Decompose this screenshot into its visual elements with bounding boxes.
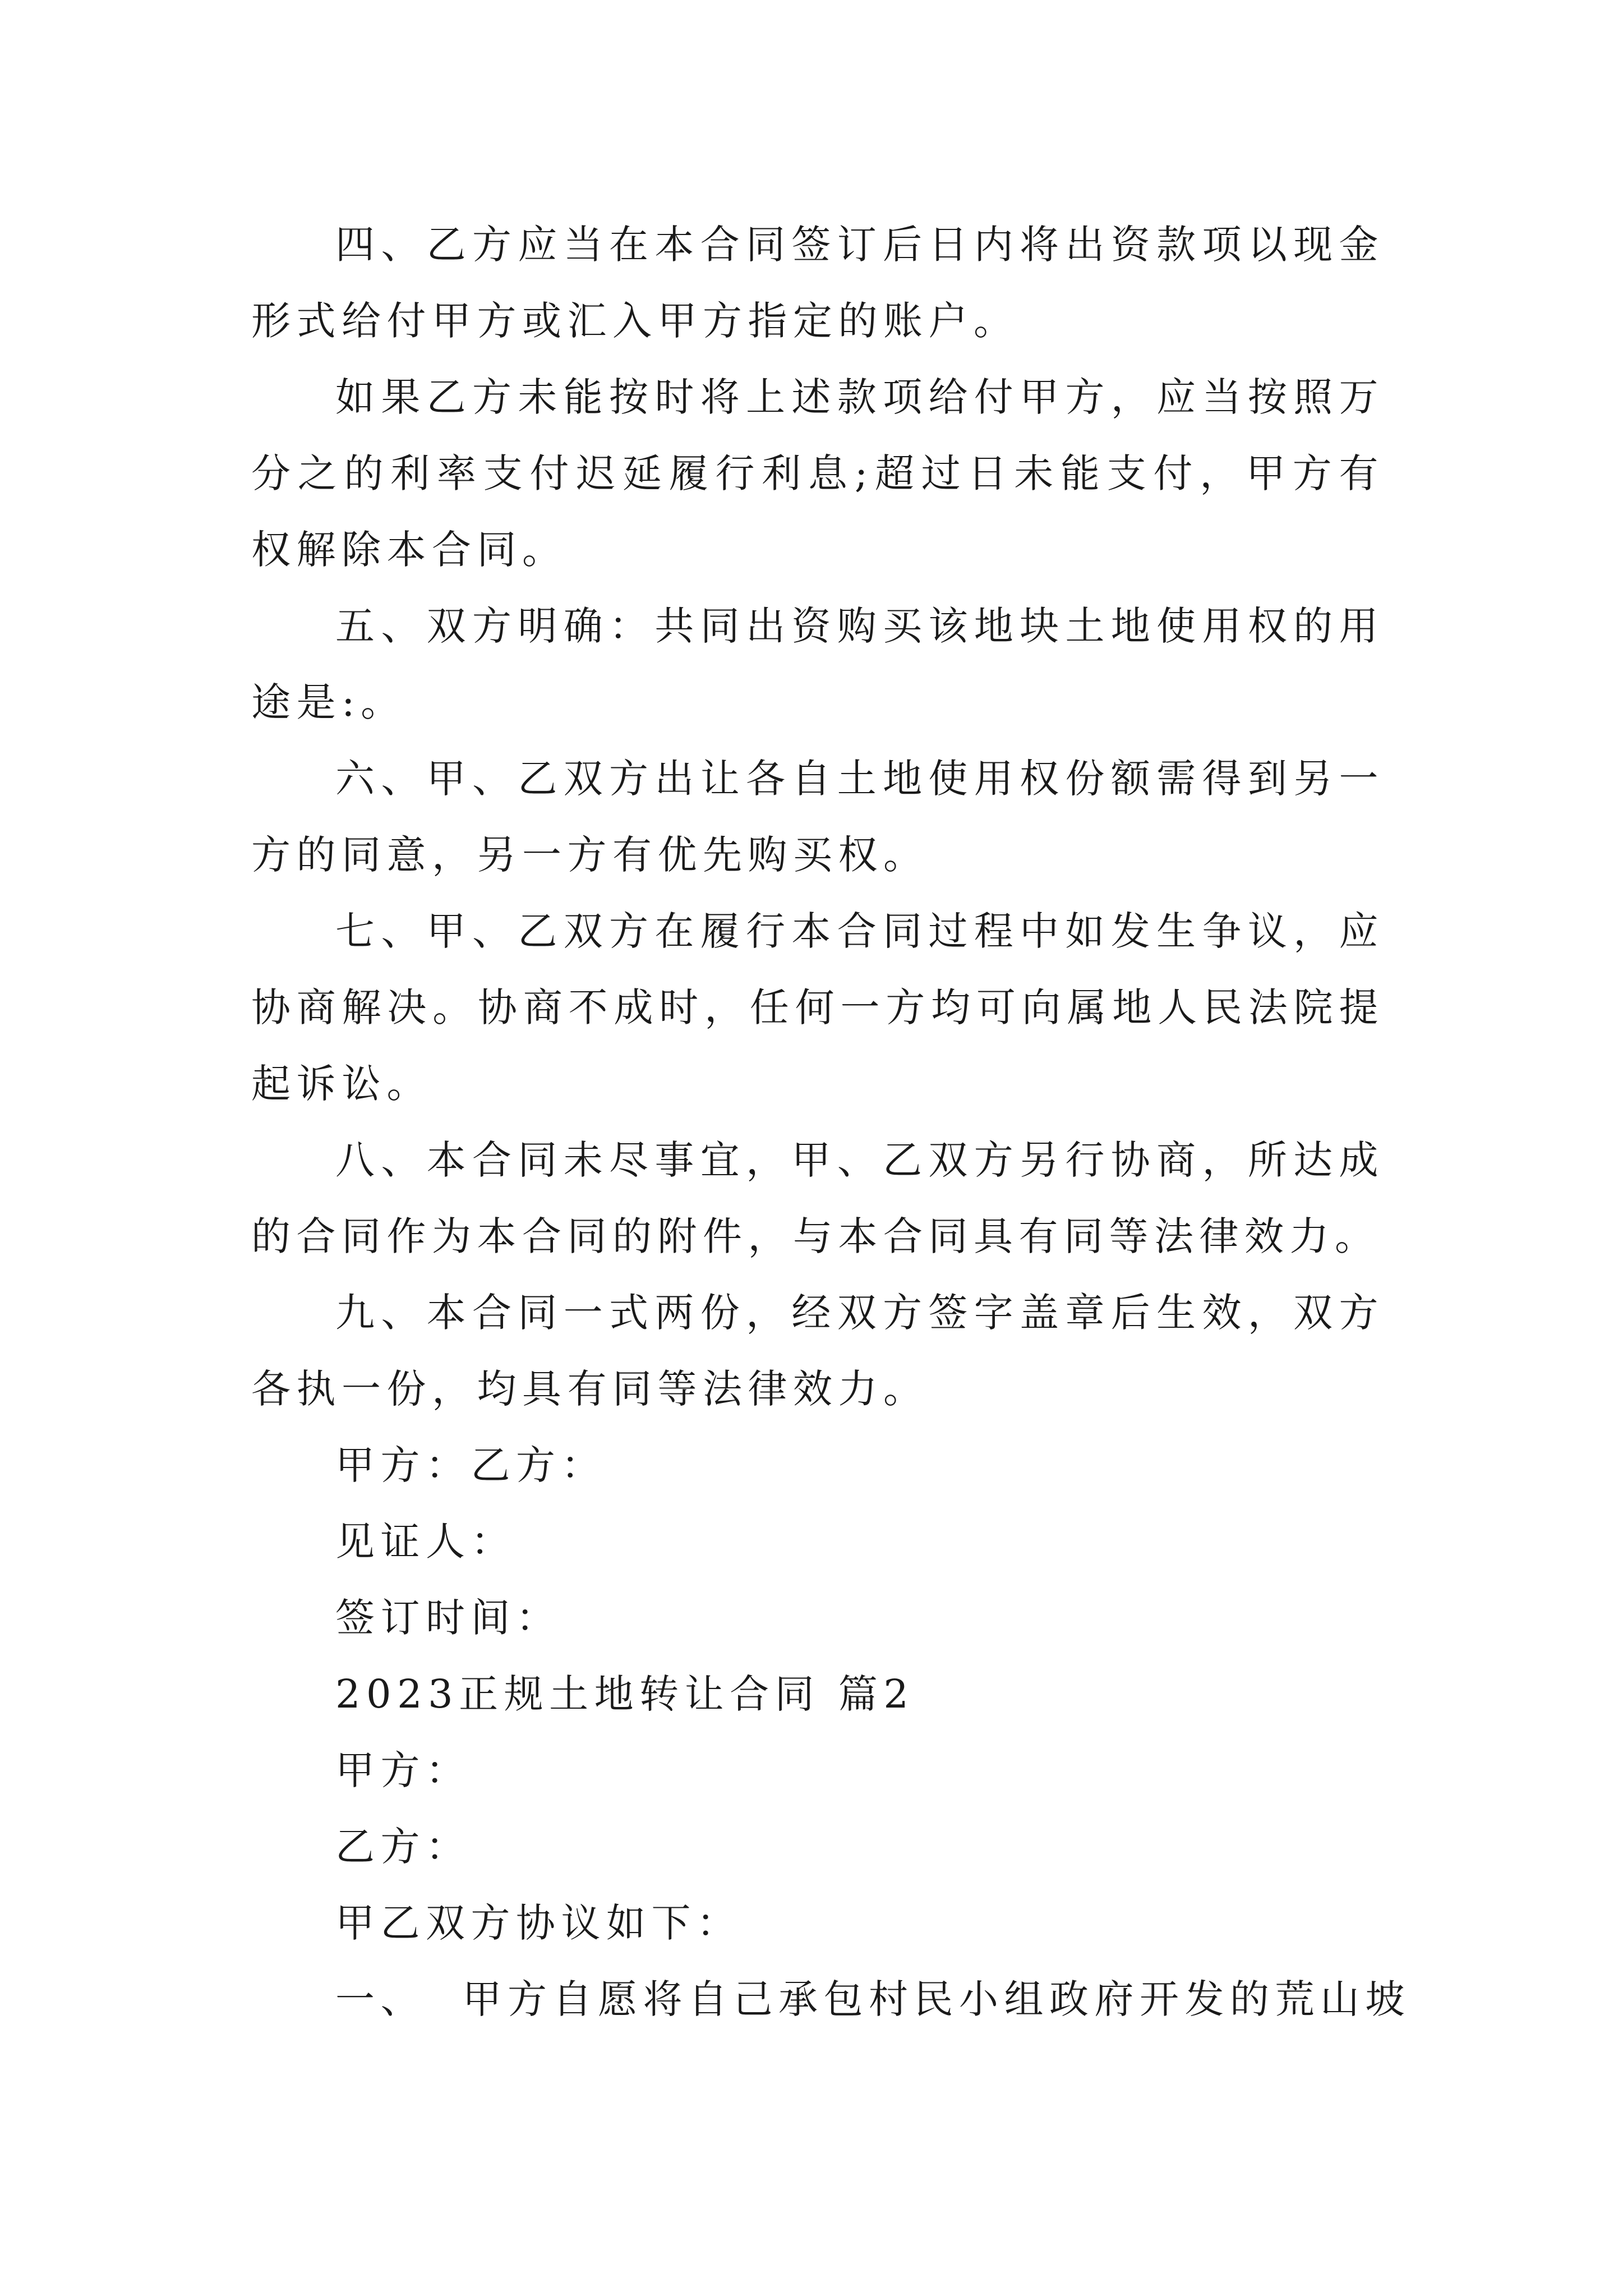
party-b-line: 乙方： <box>335 1824 471 1870</box>
clause-nine: 九、本合同一式两份，经双方签字盖章后生效，双方各执一份，均具有同等法律效力。 <box>251 1290 1384 1412</box>
signing-time-line: 签订时间： <box>335 1595 561 1641</box>
clause-six: 六、甲、乙双方出让各自土地使用权份额需得到另一方的同意，另一方有优先购买权。 <box>251 756 1384 878</box>
clause-eight: 八、本合同未尽事宜，甲、乙双方另行协商，所达成的合同作为本合同的附件，与本合同具有同等法律效力。 <box>251 1137 1384 1259</box>
clause-four-penalty: 如果乙方未能按时将上述款项给付甲方，应当按照万分之的利率支付迟延履行利息;超过日未能支付，甲方有权解除本合同。 <box>251 374 1384 573</box>
witness-line: 见证人： <box>335 1519 516 1565</box>
clause-four: 四、乙方应当在本合同签订后日内将出资款项以现金形式给付甲方或汇入甲方指定的账户。 <box>251 222 1384 344</box>
clause-seven: 七、甲、乙双方在履行本合同过程中如发生争议，应协商解决。协商不成时，任何一方均可向属地人民法院提起诉讼。 <box>251 908 1384 1107</box>
section-title: 2023正规土地转让合同 篇2 <box>335 1671 915 1717</box>
clause-five: 五、双方明确：共同出资购买该地块土地使用权的用途是:。 <box>251 603 1384 725</box>
clause-one: 一、 甲方自愿将自己承包村民小组政府开发的荒山坡 <box>335 1976 1411 2022</box>
document-body <box>251 206 1411 2037</box>
party-a-line: 甲方： <box>335 1747 471 1793</box>
agreement-intro: 甲乙双方协议如下： <box>335 1900 742 1946</box>
signature-parties: 甲方：乙方： <box>335 1442 606 1488</box>
